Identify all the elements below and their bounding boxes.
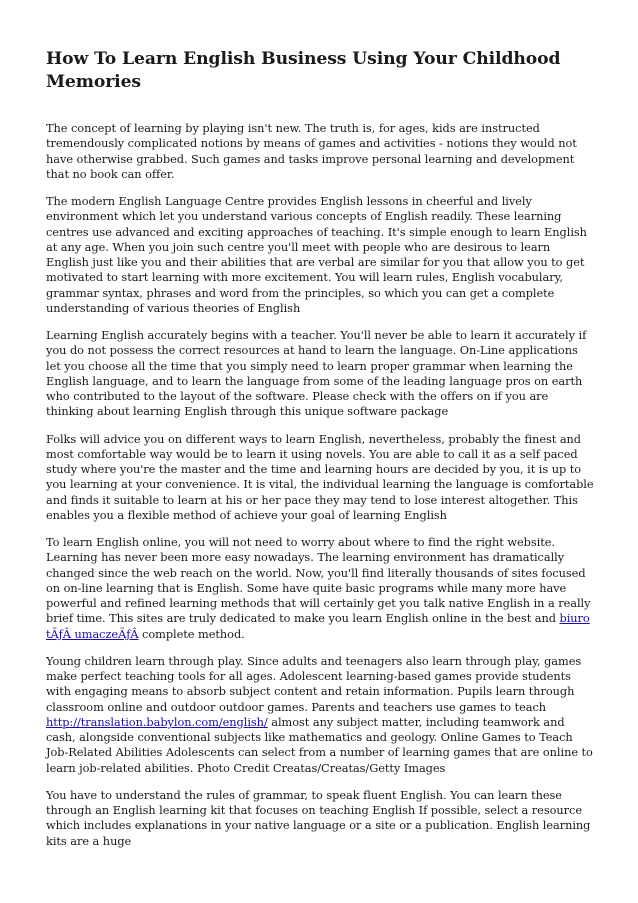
paragraph-5 (46, 535, 596, 642)
paragraph-6-text-after: almost any subject matter, including teamwork and cash, alongside conventional subjects like mathematics and geology. Online Games to Teach Job-Related Abilities Adolescents can select from a number of learning games that are online to learn job-related abilities. Photo Credit Creatas/Creatas/Getty Images (46, 714, 593, 775)
paragraph-3: Learning English accurately begins with a teacher. You'll never be able to learn it accurately if you do not possess the correct resources at hand to learn the language. On-Line applications let you choose all the time that you simply need to learn proper grammar when learning the English language, and to learn the language from some of the leading language pros on earth who contributed to the layout of the software. Please check with the offers on if you are thinking about learning English through this unique software package (46, 328, 587, 419)
paragraph-5-text-after: complete method. (138, 626, 245, 641)
paragraph-1: The concept of learning by playing isn't new. The truth is, for ages, kids are instructed tremendously complicated notions by means of games and activities - notions they would not have otherwise grabbed. Such games and tasks improve personal learning and development that no book can offer. (46, 121, 577, 181)
biuro-link[interactable]: biuro tÃƒÂ umaczeÃƒÂ (46, 611, 590, 641)
paragraph-2: The modern English Language Centre provides English lessons in cheerful and lively environment which let you understand various concepts of English readily. These learning centres use advanced and exciting approaches of teaching. It's simple enough to learn English at any age. When you join such centre you'll meet with people who are desirous to learn English just like you and their abilities that are verbal are similar for you that allow you to get motivated to start learning with more excitement. You will learn rules, English vocabulary, grammar syntax, phrases and word from the principles, so which you can get a complete understanding of various theories of English (46, 194, 587, 315)
babylon-link[interactable]: http://translation.babylon.com/english/ (46, 714, 268, 729)
paragraph-6-text-before: Young children learn through play. Since adults and teenagers also learn through play, games make perfect teaching tools for all ages. Adolescent learning-based games provide students with engaging means to absorb subject content and retain information. Pupils learn through classroom online and outdoor outdoor games. Parents and teachers use games to teach (46, 653, 582, 714)
document-page (46, 48, 596, 861)
paragraph-7: You have to understand the rules of grammar, to speak fluent English. You can learn these through an English learning kit that focuses on teaching English If possible, select a resource which includes explanations in your native language or a site or a publication. English learning kits are a huge (46, 787, 591, 848)
page-title: How To Learn English Business Using Your Childhood Memories (46, 49, 561, 92)
paragraph-4: Folks will advice you on different ways to learn English, nevertheless, probably the finest and most comfortable way would be to learn it using novels. You are able to call it as a self paced study where you're the master and the time and learning hours are decided by you, it is up to you learning at your convenience. It is vital, the individual learning the language is comfortable and finds it suitable to learn at his or her pace they may tend to lose interest altogether. This enables you a flexible method of achieve your goal of learning English (46, 431, 594, 522)
paragraph-5-text-before: To learn English online, you will not need to worry about where to find the right website. Learning has never been more easy nowadays. The learning environment has dramatically changed since the web reach on the world. Now, you'll find literally thousands of sites focused on on-line learning that is English. Some have quite basic programs while many more have powerful and refined learning methods that will certainly get you talk native English in a really brief time. This sites are truly dedicated to make you learn English online in the best and (46, 535, 591, 626)
paragraph-6 (46, 654, 596, 776)
